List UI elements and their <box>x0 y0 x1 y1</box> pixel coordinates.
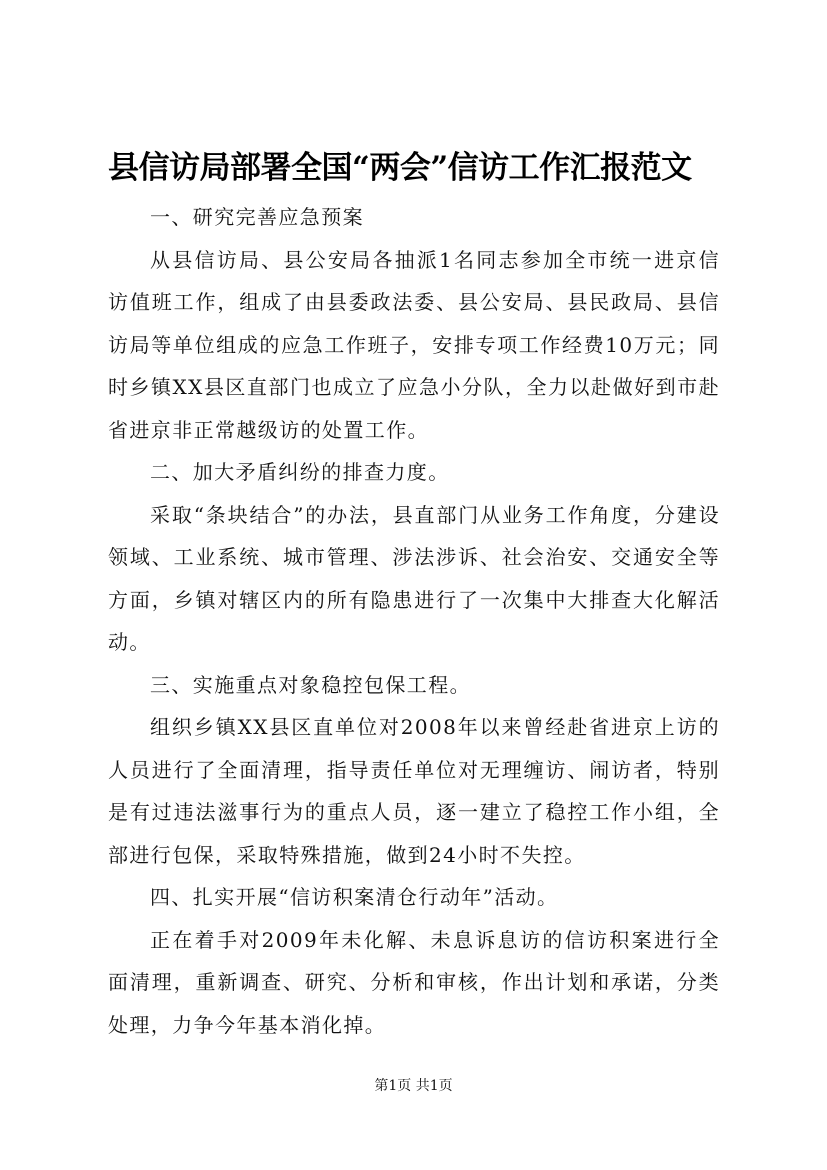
page-footer: 第1页 共1页 <box>374 1078 453 1094</box>
section-heading-1: 一、研究完善应急预案 <box>150 205 364 229</box>
paragraph-1: 从县信访局、县公安局各抽派1名同志参加全市统一进京信访值班工作，组成了由县委政法委、县公安局、县民政局、县信访局等单位组成的应急工作班子，安排专项工作经费10万元；同时乡镇XX县区直部门也成立了应急小分队，全力以赴做好到市赴省进京非正常越级访的处置工作。 <box>108 247 720 442</box>
section-heading-2: 二、加大矛盾纠纷的排查力度。 <box>150 460 450 484</box>
section-heading-4: 四、扎实开展“信访积案清仓行动年”活动。 <box>150 885 559 909</box>
paragraph-3: 组织乡镇XX县区直单位对2008年以来曾经赴省进京上访的人员进行了全面清理，指导责任单位对无理缠访、闹访者，特别是有过违法滋事行为的重点人员，逐一建立了稳控工作小组，全部进行包保，采取特殊措施，做到24小时不失控。 <box>108 715 720 867</box>
document-title: 县信访局部署全国“两会”信访工作汇报范文 <box>108 150 692 186</box>
section-heading-3: 三、实施重点对象稳控包保工程。 <box>150 672 471 697</box>
paragraph-2: 采取“条块结合”的办法，县直部门从业务工作角度，分建设领域、工业系统、城市管理、涉法涉诉、社会治安、交通安全等方面，乡镇对辖区内的所有隐患进行了一次集中大排查大化解活动。 <box>108 502 720 654</box>
document-body <box>108 196 720 1046</box>
paragraph-4: 正在着手对2009年未化解、未息诉息访的信访积案进行全面清理，重新调查、研究、分析和审核，作出计划和承诺，分类处理，力争今年基本消化掉。 <box>108 927 720 1037</box>
